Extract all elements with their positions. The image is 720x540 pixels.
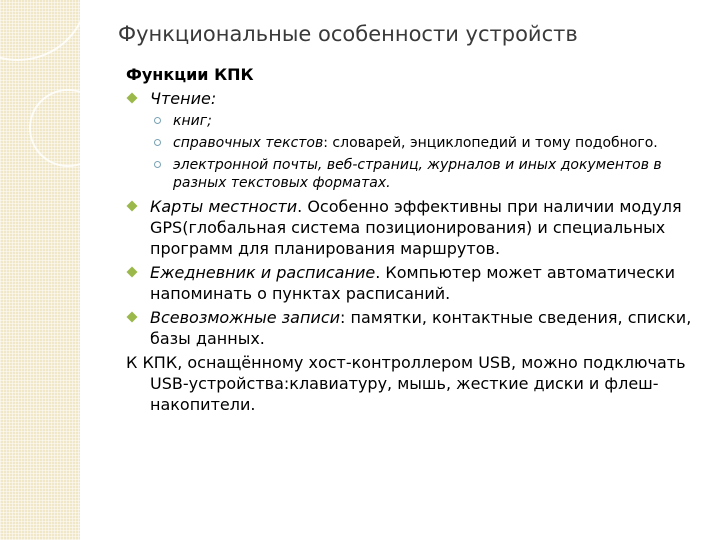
bullet-icon: [126, 266, 138, 278]
sub-item-reference-texts: [118, 134, 703, 152]
bullet-item-maps: [118, 196, 703, 259]
bullet-text: : памятки, контактные сведения, списки, базы данных.: [150, 308, 692, 348]
sub-item-emphasis: электронной почты, веб-страниц, журналов и иных документов в разных текстовых форматах.: [173, 157, 662, 191]
bullet-item-notes: [118, 307, 703, 349]
bullet-text: . Компьютер может автоматически напоминать о пунктах расписаний.: [150, 263, 675, 303]
bullet-emphasis: Чтение:: [150, 89, 217, 108]
sub-item-email-web: [118, 156, 703, 192]
bullet-emphasis: Всевозможные записи: [150, 308, 341, 327]
sub-item-text: : словарей, энциклопедий и тому подобного.: [323, 135, 658, 151]
sub-bullet-icon: [154, 139, 161, 146]
bullet-item-reading: [118, 88, 703, 109]
sub-item-emphasis: справочных текстов: [173, 135, 324, 151]
bullet-emphasis: Карты местности: [150, 197, 298, 216]
usb-paragraph: К КПК, оснащённому хост-контроллером USB, можно подключать USB-устройства:клавиатуру, мышь, жесткие диски и флеш-накопители.: [126, 353, 686, 414]
bullet-text: . Особенно эффективны при наличии модуля GPS(глобальная система позиционирования) и специальных программ для планирования маршрутов.: [150, 197, 682, 258]
section-heading: Функции КПК: [126, 65, 254, 84]
decorative-circles: [0, 0, 120, 200]
sub-bullet-icon: [154, 117, 161, 124]
slide-content: [118, 64, 703, 415]
bullet-icon: [126, 92, 138, 104]
bullet-emphasis: Ежедневник и расписание: [150, 263, 376, 282]
bullet-item-planner: [118, 262, 703, 304]
slide-title: Функциональные особенности устройств: [118, 22, 578, 46]
bullet-icon: [126, 311, 138, 323]
sub-item-emphasis: книг;: [173, 113, 212, 129]
sub-bullet-icon: [154, 161, 161, 168]
sub-item-books: [118, 112, 703, 130]
bullet-icon: [126, 200, 138, 212]
